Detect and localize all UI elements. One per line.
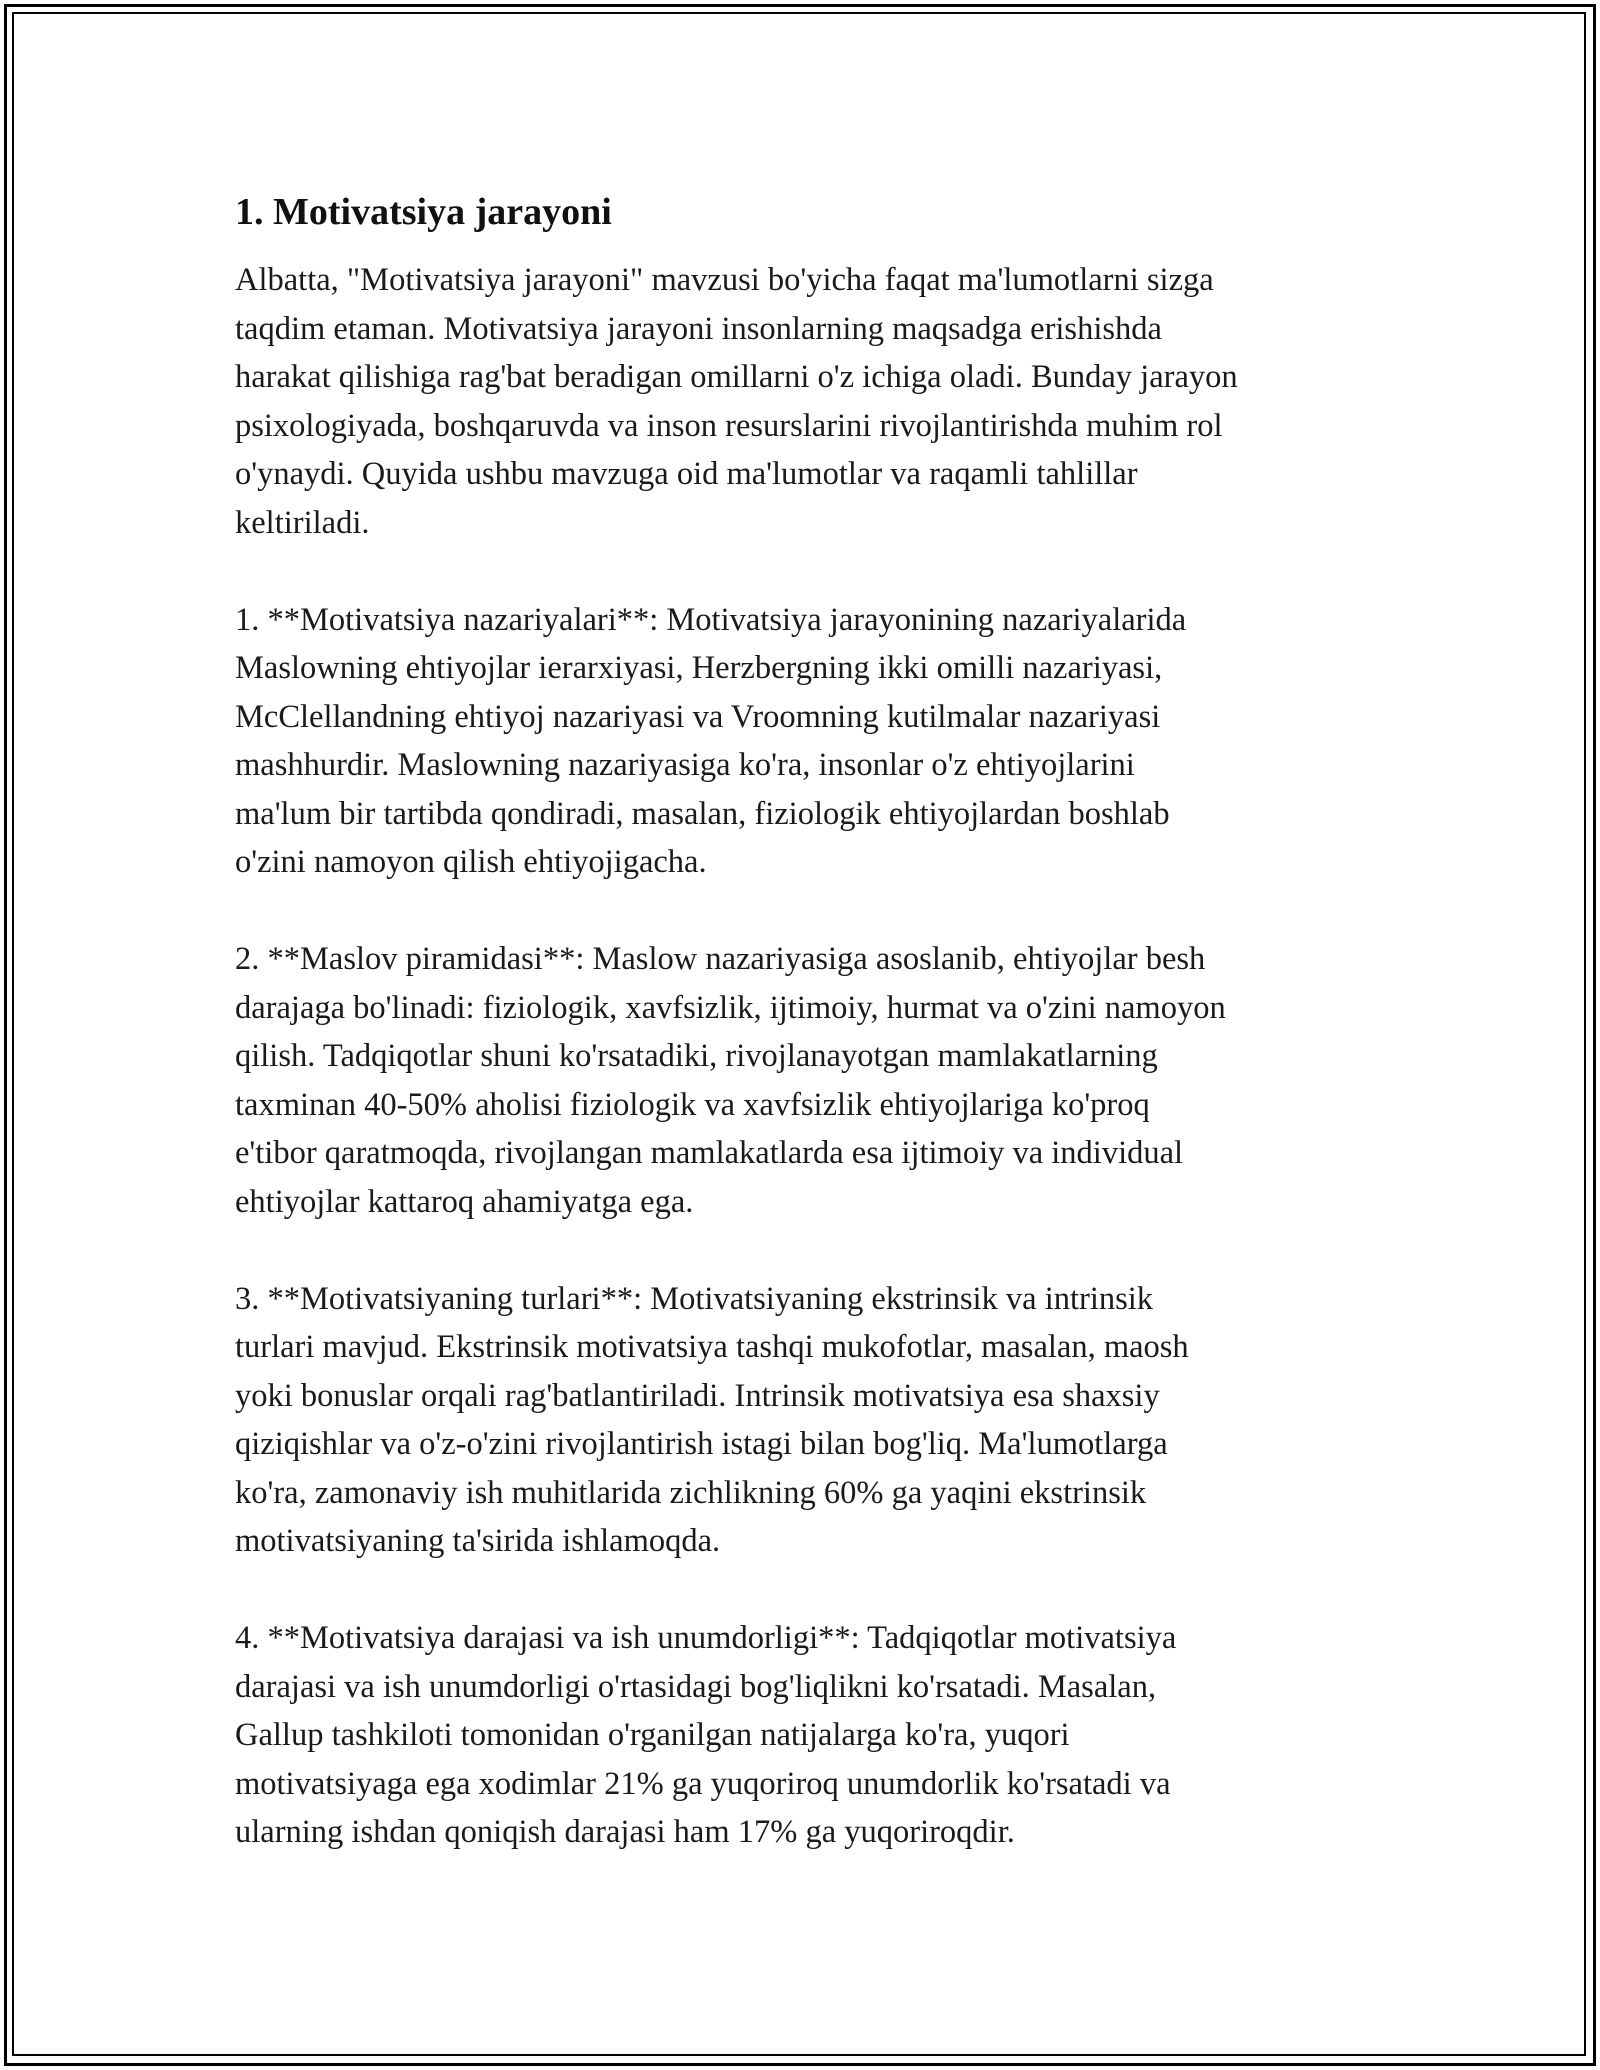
- text-line: taxminan 40-50% aholisi fiziologik va xavfsizlik ehtiyojlariga ko'proq: [235, 1086, 1150, 1123]
- text-line: o'zini namoyon qilish ehtiyojigacha.: [235, 844, 707, 880]
- text-line: e'tibor qaratmoqda, rivojlangan mamlakatlarda esa ijtimoiy va individual: [235, 1135, 1184, 1171]
- text-line: ehtiyojlar kattaroq ahamiyatga ega.: [235, 1183, 694, 1220]
- text-line: mashhurdir. Maslowning nazariyasiga ko'ra, insonlar o'z ehtiyojlarini: [235, 747, 1135, 783]
- paragraph-section-2: [235, 935, 1385, 1226]
- text-line: keltiriladi.: [235, 504, 370, 541]
- text-line: darajaga bo'linadi: fiziologik, xavfsizlik, ijtimoiy, hurmat va o'zini namoyon: [235, 989, 1226, 1026]
- text-line: harakat qilishiga rag'bat beradigan omillarni o'z ichiga oladi. Bunday jarayon: [235, 359, 1238, 395]
- text-line: 2. **Maslov piramidasi**: Maslow nazariyasiga asoslanib, ehtiyojlar besh: [235, 941, 1206, 977]
- text-line: Gallup tashkiloti tomonidan o'rganilgan natijalarga ko'ra, yuqori: [235, 1717, 1070, 1753]
- text-line: Maslowning ehtiyojlar ierarxiyasi, Herzbergning ikki omilli nazariyasi,: [235, 650, 1163, 686]
- text-line: motivatsiyaning ta'sirida ishlamoqda.: [235, 1523, 721, 1559]
- text-line: McClellandning ehtiyoj nazariyasi va Vroomning kutilmalar nazariyasi: [235, 698, 1161, 735]
- text-line: 4. **Motivatsiya darajasi va ish unumdorligi**: Tadqiqotlar motivatsiya: [235, 1620, 1177, 1656]
- paragraph-section-4: [235, 1614, 1385, 1857]
- text-line: 3. **Motivatsiyaning turlari**: Motivatsiyaning ekstrinsik va intrinsik: [235, 1280, 1154, 1317]
- text-line: taqdim etaman. Motivatsiya jarayoni insonlarning maqsadga erishishda: [235, 310, 1162, 347]
- text-line: qilish. Tadqiqotlar shuni ko'rsatadiki, rivojlanayotgan mamlakatlarning: [235, 1038, 1158, 1074]
- document-body: [235, 188, 1385, 1905]
- text-line: ma'lum bir tartibda qondiradi, masalan, fiziologik ehtiyojlardan boshlab: [235, 795, 1170, 832]
- text-line: Albatta, "Motivatsiya jarayoni" mavzusi bo'yicha faqat ma'lumotlarni sizga: [235, 262, 1214, 298]
- text-line: psixologiyada, boshqaruvda va inson resurslarini rivojlantirishda muhim rol: [235, 407, 1223, 444]
- paragraph-section-1: [235, 596, 1385, 887]
- text-line: yoki bonuslar orqali rag'batlantiriladi. Intrinsik motivatsiya esa shaxsiy: [235, 1377, 1160, 1414]
- paragraph-intro: [235, 256, 1385, 547]
- paragraph-section-3: [235, 1275, 1385, 1566]
- text-line: o'ynaydi. Quyida ushbu mavzuga oid ma'lumotlar va raqamli tahlillar: [235, 456, 1138, 492]
- text-line: ko'ra, zamonaviy ish muhitlarida zichlikning 60% ga yaqini ekstrinsik: [235, 1474, 1147, 1511]
- text-line: turlari mavjud. Ekstrinsik motivatsiya tashqi mukofotlar, masalan, maosh: [235, 1329, 1189, 1365]
- text-line: qiziqishlar va o'z-o'zini rivojlantirish istagi bilan bog'liq. Ma'lumotlarga: [235, 1426, 1168, 1462]
- text-line: 1. **Motivatsiya nazariyalari**: Motivatsiya jarayonining nazariyalarida: [235, 601, 1187, 638]
- text-line: motivatsiyaga ega xodimlar 21% ga yuqoriroq unumdorlik ko'rsatadi va: [235, 1765, 1171, 1802]
- text-line: darajasi va ish unumdorligi o'rtasidagi bog'liqlikni ko'rsatadi. Masalan,: [235, 1668, 1157, 1705]
- document-title: 1. Motivatsiya jarayoni: [235, 191, 612, 233]
- text-line: ularning ishdan qoniqish darajasi ham 17% ga yuqoriroqdir.: [235, 1814, 1015, 1850]
